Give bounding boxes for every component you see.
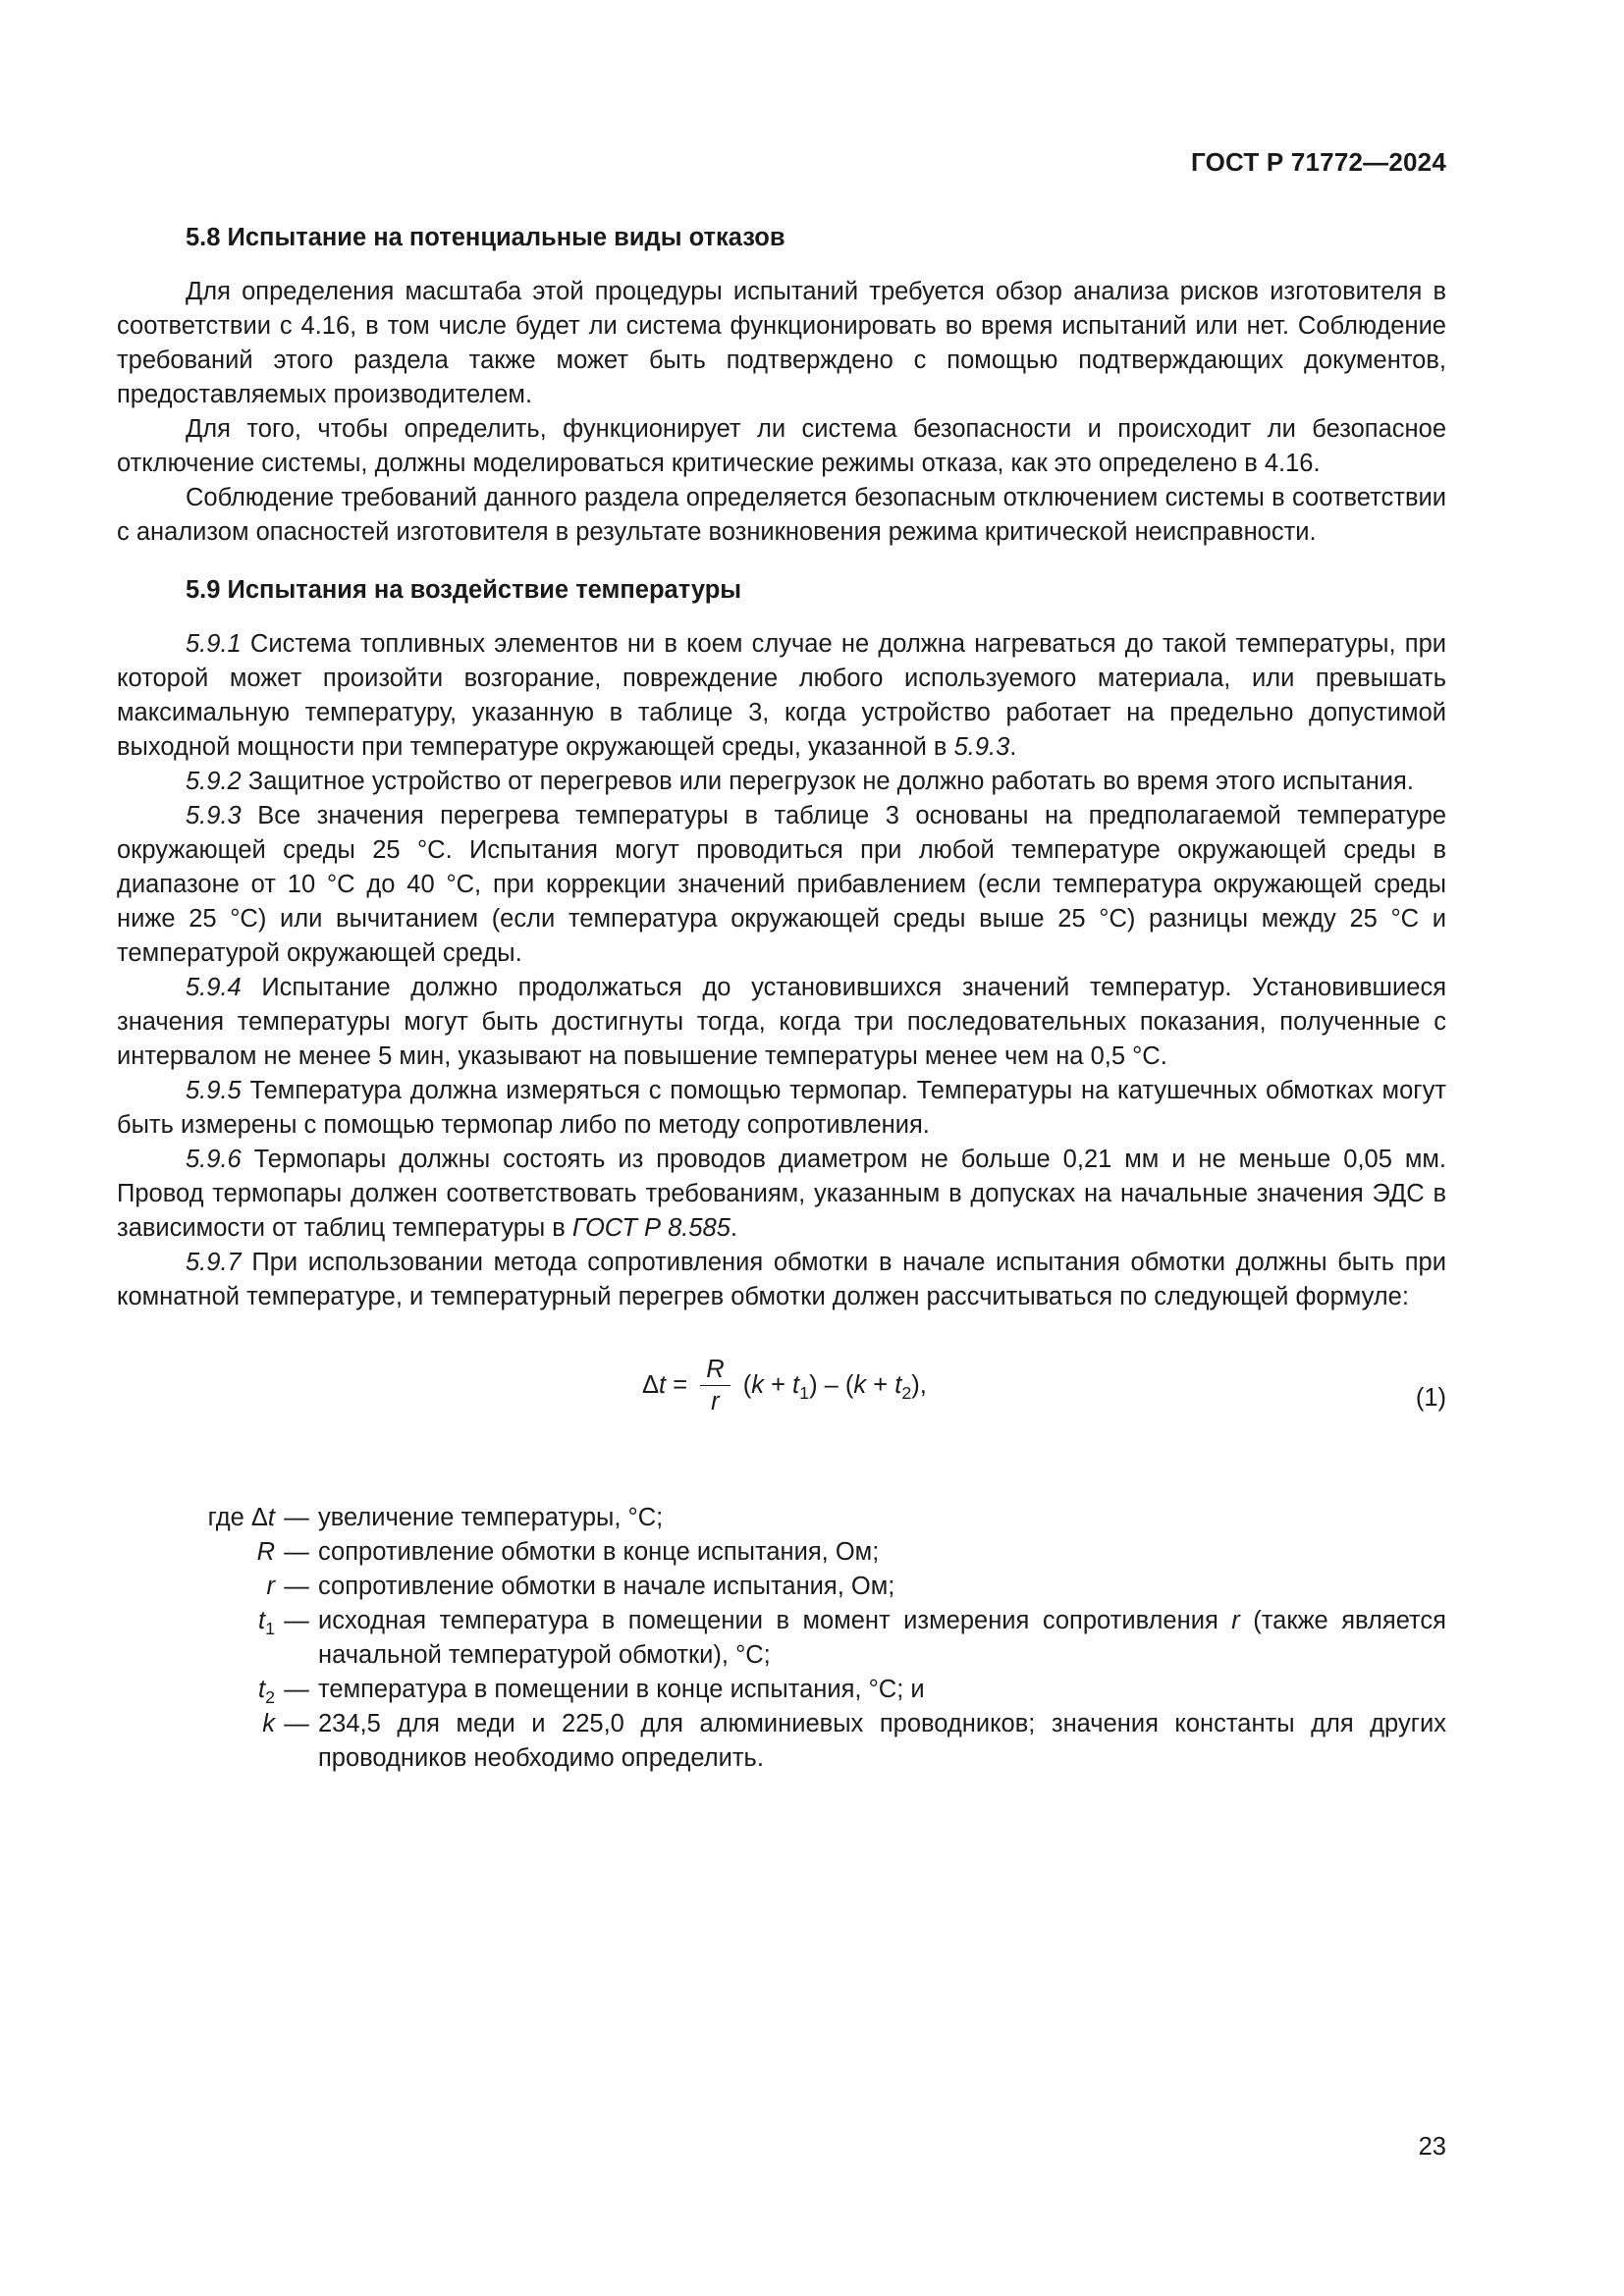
clause-text: Температура должна измеряться с помощью термопар. Температуры на катушечных обмотках могут быть измерены с помощью термопар либо по методу сопротивления. bbox=[117, 1077, 1446, 1139]
formula-expression bbox=[642, 1354, 927, 1417]
fraction-numerator: R bbox=[700, 1354, 730, 1386]
legend-description: увеличение температуры, °С; bbox=[318, 1504, 664, 1531]
paragraph: Для определения масштаба этой процедуры испытаний требуется обзор анализа рисков изготовителя в соответствии с 4.16, в том числе будет ли система функционировать во время испытаний или нет. Соблюдение требований этого раздела также может быть подтверждено с помощью подтверждающих документов, предоставляемых производителем. bbox=[117, 278, 1446, 408]
paragraph: Для того, чтобы определить, функционирует ли система безопасности и происходит ли безопасное отключение системы, должны моделироваться критические режимы отказа, как это определено в 4.16. bbox=[117, 415, 1446, 477]
section-title-5-9: 5.9 Испытания на воздействие температуры bbox=[186, 576, 742, 604]
legend-description: температура в помещении в конце испытания, °С; и bbox=[318, 1676, 925, 1703]
clause-number: 5.9.5 bbox=[186, 1077, 242, 1104]
page-content bbox=[117, 221, 1446, 1776]
legend-symbol: $t_1$ bbox=[257, 1607, 275, 1638]
clause-number: 5.9.3 bbox=[186, 802, 242, 829]
legend-dash: — bbox=[284, 1504, 309, 1531]
clause-5-9-4 bbox=[117, 971, 1446, 1074]
formula-fraction bbox=[700, 1354, 730, 1417]
section-title-5-8: 5.8 Испытание на потенциальные виды отказов bbox=[186, 224, 785, 251]
legend-lead: где bbox=[207, 1504, 244, 1531]
legend-symbol: R bbox=[256, 1538, 275, 1566]
clause-number: 5.9.2 bbox=[186, 768, 242, 795]
clause-5-9-3 bbox=[117, 799, 1446, 971]
page-number: 23 bbox=[1418, 2133, 1446, 2161]
clause-text: Термопары должны состоять из проводов диаметром не больше 0,21 мм и не меньше 0,05 мм. Провод термопары должен соответствовать требованиям, указанным в допусках на начальные значения ЭДС в зависимости от таблиц температуры в bbox=[117, 1146, 1446, 1242]
clause-text: Испытание должно продолжаться до установившихся значений температур. Установившиеся значения температуры могут быть достигнуты тогда, когда три последовательных показания, полученные с интервалом не менее 5 мин, указывают на повышение температуры менее чем на 0,5 °С. bbox=[117, 974, 1446, 1070]
clause-text: Система топливных элементов ни в коем случае не должна нагреваться до такой температуры, при которой может произойти возгорание, повреждение любого используемого материала, или превышать максимальную температуру, указанную в таблице 3, когда устройство работает на предельно допустимой выходной мощности при температуре окружающей среды, указанной в bbox=[117, 630, 1446, 761]
legend-symbol: r bbox=[266, 1573, 275, 1600]
clause-number: 5.9.1 bbox=[186, 630, 242, 658]
legend-dash: — bbox=[284, 1573, 309, 1600]
clause-text: Все значения перегрева температуры в таблице 3 основаны на предполагаемой температуре окружающей среды 25 °С. Испытания могут проводиться при любой температуре окружающей среды в диапазоне от 10 °С до 40 °С, при коррекции значений прибавлением (если температура окружающей среды ниже 25 °С) или вычитанием (если температура окружающей среды выше 25 °С) разницы между 25 °С и температурой окружающей среды. bbox=[117, 802, 1446, 967]
legend-description: исходная температура в помещении в момент измерения сопротивления r (также является начальной температурой обмотки), °С; bbox=[318, 1607, 1446, 1669]
clause-5-9-6 bbox=[117, 1143, 1446, 1246]
legend-symbol: k bbox=[262, 1710, 275, 1737]
formula-rhs: $(k + t_1) - (k + t_2)$, bbox=[742, 1371, 927, 1403]
clause-text: При использовании метода сопротивления обмотки в начале испытания обмотки должны быть при комнатной температуре, и температурный перегрев обмотки должен рассчитываться по следующей формуле: bbox=[117, 1249, 1446, 1310]
legend-dash: — bbox=[284, 1676, 309, 1703]
legend-dash: — bbox=[284, 1607, 309, 1634]
formula-number: (1) bbox=[1415, 1384, 1446, 1412]
legend-symbol: где Δt bbox=[207, 1504, 275, 1531]
legend-row bbox=[117, 1501, 1446, 1535]
legend-row bbox=[117, 1673, 1446, 1707]
legend-description: сопротивление обмотки в начале испытания, Ом; bbox=[318, 1573, 895, 1600]
fraction-denominator: r bbox=[711, 1388, 720, 1415]
paragraph: Соблюдение требований данного раздела определяется безопасным отключением системы в соответствии с анализом опасностей изготовителя в результате возникновения режима критической неисправности. bbox=[117, 484, 1446, 546]
legend-dash: — bbox=[284, 1710, 309, 1737]
legend-symbol: $t_2$ bbox=[257, 1676, 275, 1707]
legend-description: 234,5 для меди и 225,0 для алюминиевых проводников; значения константы для других проводников необходимо определить. bbox=[318, 1710, 1446, 1772]
legend-description-end: (также является начальной температурой обмотки), °С; bbox=[318, 1607, 1446, 1669]
clause-text: Защитное устройство от перегревов или перегрузок не должно работать во время этого испытания. bbox=[241, 768, 1414, 795]
legend-dash: — bbox=[284, 1538, 309, 1566]
legend-description-start: исходная температура в помещении в момент измерения сопротивления bbox=[318, 1607, 1232, 1634]
clause-number: 5.9.7 bbox=[186, 1249, 242, 1276]
clause-5-9-1 bbox=[117, 627, 1446, 765]
clause-5-9-7 bbox=[117, 1246, 1446, 1314]
clause-text-end: . bbox=[730, 1214, 738, 1242]
document-header-standard: ГОСТ Р 71772—2024 bbox=[1191, 147, 1446, 177]
clause-reference: 5.9.3 bbox=[953, 733, 1010, 761]
formula-legend bbox=[117, 1501, 1446, 1776]
formula-lhs: Δt = bbox=[642, 1371, 688, 1399]
clause-text-end: . bbox=[1009, 733, 1017, 761]
clause-number: 5.9.6 bbox=[186, 1146, 242, 1173]
clause-reference: ГОСТ Р 8.585 bbox=[571, 1214, 731, 1242]
clause-5-9-2 bbox=[117, 765, 1446, 799]
clause-5-9-5 bbox=[117, 1074, 1446, 1143]
legend-row bbox=[117, 1535, 1446, 1570]
legend-row bbox=[117, 1570, 1446, 1604]
formula-1 bbox=[117, 1354, 1446, 1462]
legend-description: сопротивление обмотки в конце испытания, Ом; bbox=[318, 1538, 880, 1566]
legend-row bbox=[117, 1707, 1446, 1776]
legend-row bbox=[117, 1604, 1446, 1673]
clause-number: 5.9.4 bbox=[186, 974, 242, 1001]
